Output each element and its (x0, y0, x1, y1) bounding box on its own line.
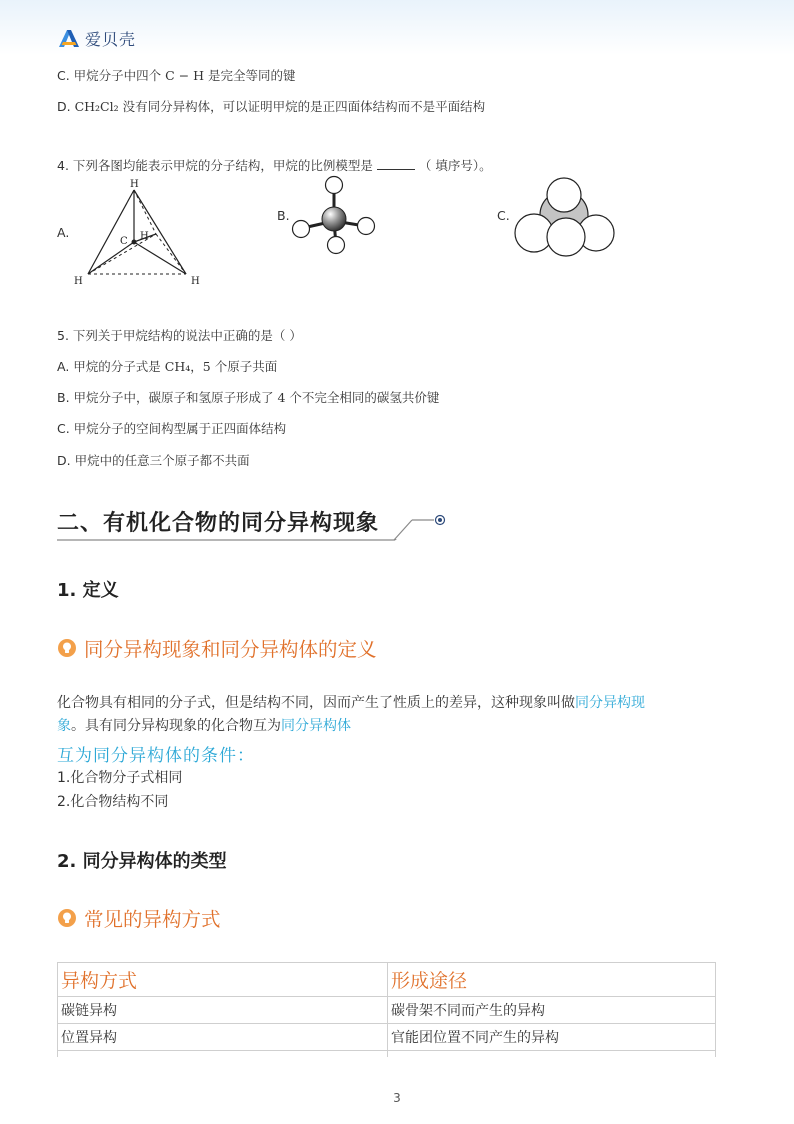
table-cell: 碳骨架不同而产生的异构 (388, 997, 716, 1024)
table-row (58, 997, 716, 1024)
table-cell (388, 1051, 716, 1057)
q5-option-a: A. 甲烷的分子式是 CH₄，5 个原子共面 (57, 359, 278, 374)
isomer-types-table (57, 962, 716, 1057)
answer-blank (377, 160, 415, 170)
condition-item: 2.化合物结构不同 (57, 794, 169, 810)
definition-paragraph: 化合物具有相同的分子式，但是结构不同，因而产生了性质上的差异，这种现象叫做同分异构现 象。具有同分异构现象的化合物互为同分异构体 (57, 695, 645, 734)
conditions-title: 互为同分异构体的条件： (57, 746, 255, 766)
section-title-ornament (390, 512, 450, 542)
table-row (58, 1024, 716, 1051)
table-header-cell: 异构方式 (58, 963, 388, 997)
q4-option-a-label: A. (57, 225, 70, 240)
table-cell: 位置异构 (58, 1024, 388, 1051)
svg-text:H: H (74, 276, 83, 287)
q3-option-d: D. CH₂Cl₂ 没有同分异构体，可以证明甲烷的是正四面体结构而不是平面结构 (57, 99, 486, 114)
space-filling-model-figure (512, 175, 616, 257)
svg-text:C: C (120, 236, 128, 247)
lightbulb-icon (57, 908, 77, 928)
q5-option-b: B. 甲烷分子中，碳原子和氢原子形成了 4 个不完全相同的碳氢共价键 (57, 390, 440, 405)
svg-text:H: H (191, 276, 200, 287)
q5-option-c: C. 甲烷分子的空间构型属于正四面体结构 (57, 421, 287, 436)
q4-option-c-label: C. (497, 208, 510, 223)
brand-name: 爱贝壳 (85, 29, 137, 49)
subsection-definition: 1. 定义 (57, 580, 119, 601)
page-number: 3 (393, 1091, 401, 1105)
brand-logo (57, 27, 136, 49)
section-title: 二、有机化合物的同分异构现象 (57, 511, 380, 536)
topic-definition: 同分异构现象和同分异构体的定义 (57, 634, 377, 662)
svg-text:H: H (130, 179, 139, 190)
table-cell (58, 1051, 388, 1057)
table-header-cell: 形成途径 (388, 963, 716, 997)
table-row (58, 1051, 716, 1057)
q5-stem: 5. 下列关于甲烷结构的说法中正确的是（ ） (57, 328, 302, 343)
ball-and-stick-model-figure (288, 173, 380, 257)
topic-isomer-types: 常见的异构方式 (57, 904, 221, 932)
svg-text:H: H (140, 231, 149, 242)
q4-option-b-label: B. (277, 208, 290, 223)
q4-stem: 4. 下列各图均能表示甲烷的分子结构，甲烷的比例模型是 （ 填序号）。 (57, 158, 492, 173)
table-header-row (58, 963, 716, 997)
brand-logo-icon (57, 28, 81, 48)
tetrahedron-structure-figure (70, 176, 210, 288)
q3-option-c: C. 甲烷分子中四个 C − H 是完全等同的键 (57, 68, 296, 83)
table-cell: 官能团位置不同产生的异构 (388, 1024, 716, 1051)
table-cell: 碳链异构 (58, 997, 388, 1024)
q5-option-d: D. 甲烷中的任意三个原子都不共面 (57, 453, 250, 468)
condition-item: 1.化合物分子式相同 (57, 770, 183, 786)
lightbulb-icon (57, 638, 77, 658)
subsection-types: 2. 同分异构体的类型 (57, 851, 227, 872)
